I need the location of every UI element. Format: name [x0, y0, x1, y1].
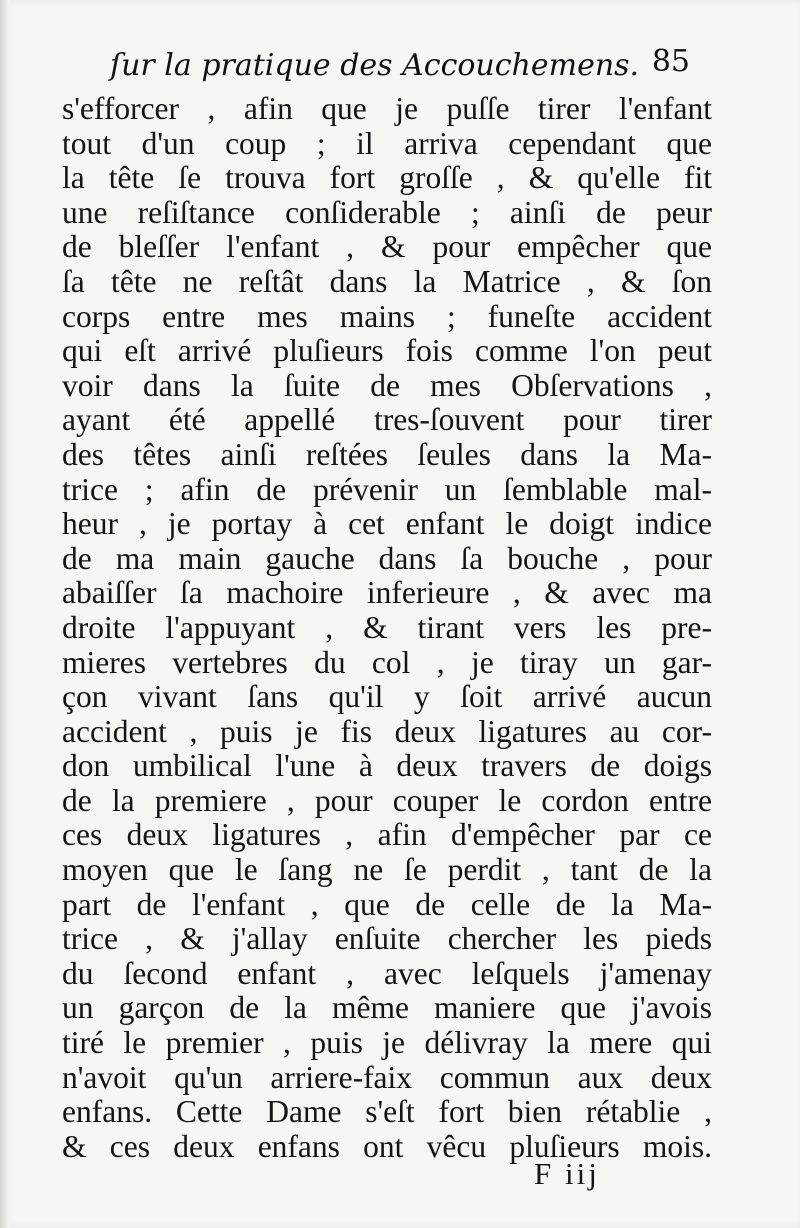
text-line: du ſecond enfant , avec leſquels j'amenay — [62, 955, 712, 991]
text-line: des têtes ainſi reſtées ſeules dans la Ma- — [62, 436, 712, 472]
page-gutter-shadow — [0, 0, 10, 1228]
text-line: ayant été appellé tres-ſouvent pour tirer — [62, 402, 712, 438]
text-line: droite l'appuyant , & tirant vers les pre- — [62, 609, 712, 645]
text-line: corps entre mes mains ; funeſte accident — [62, 298, 712, 334]
signature-mark: F iij — [534, 1156, 600, 1191]
text-line: heur , je portay à cet enfant le doigt indice — [62, 506, 712, 542]
text-line: n'avoit qu'un arriere-faix commun aux deux — [62, 1059, 712, 1095]
page-number: 85 — [651, 44, 690, 79]
text-line: accident , puis je fis deux ligatures au cor- — [62, 713, 712, 749]
text-line: tiré le premier , puis je délivray la mere qui — [62, 1025, 712, 1061]
text-line: de ma main gauche dans ſa bouche , pour — [62, 540, 712, 576]
running-head — [110, 40, 690, 90]
text-line: trice ; afin de prévenir un ſemblable mal- — [62, 471, 712, 507]
text-line: trice , & j'allay enſuite chercher les pieds — [62, 921, 712, 957]
text-line: tout d'un coup ; il arriva cependant que — [62, 125, 712, 161]
text-line: çon vivant ſans qu'il y ſoit arrivé aucun — [62, 679, 712, 715]
text-line: abaiſſer ſa machoire inferieure , & avec ma — [62, 575, 712, 611]
text-line: moyen que le ſang ne ſe perdit , tant de la — [62, 852, 712, 888]
text-line: de la premiere , pour couper le cordon entre — [62, 782, 712, 818]
body-text — [62, 92, 712, 1164]
text-line: mieres vertebres du col , je tiray un gar- — [62, 644, 712, 680]
text-line: de bleſſer l'enfant , & pour empêcher que — [62, 229, 712, 265]
text-line: enfans. Cette Dame s'eſt fort bien rétablie , — [62, 1094, 712, 1130]
text-line: s'efforcer , afin que je puſſe tirer l'enfant — [62, 91, 712, 126]
text-line: une reſiſtance conſiderable ; ainſi de peur — [62, 194, 712, 230]
running-title: ſur la pratique des Accouchemens. — [110, 48, 640, 83]
text-line: voir dans la ſuite de mes Obſervations , — [62, 367, 712, 403]
text-line: don umbilical l'une à deux travers de doigs — [62, 748, 712, 784]
text-line: ces deux ligatures , afin d'empêcher par ce — [62, 817, 712, 853]
text-line: qui eſt arrivé pluſieurs fois comme l'on peut — [62, 333, 712, 369]
text-line: la tête ſe trouva fort groſſe , & qu'elle fit — [62, 160, 712, 196]
text-line: part de l'enfant , que de celle de la Ma- — [62, 886, 712, 922]
text-line: un garçon de la même maniere que j'avois — [62, 990, 712, 1026]
text-line: & ces deux enfans ont vêcu pluſieurs mois. — [62, 1128, 712, 1164]
text-line: ſa tête ne reſtât dans la Matrice , & ſon — [62, 263, 712, 299]
